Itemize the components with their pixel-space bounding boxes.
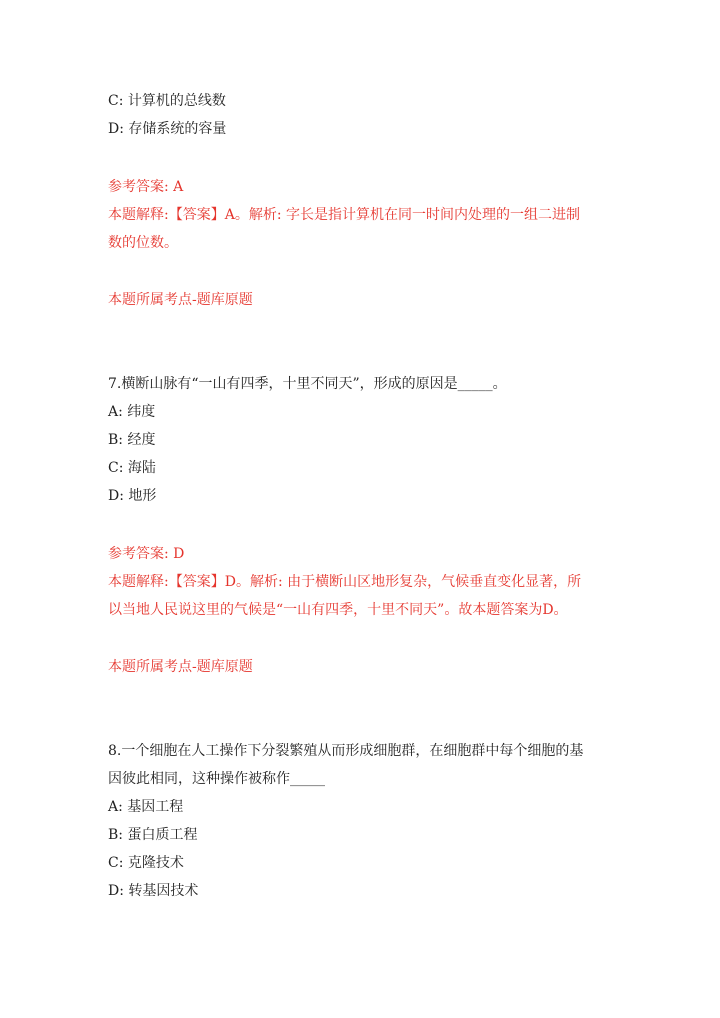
question-7-explanation-line-1: 本题解释:【答案】D。解析: 由于横断山区地形复杂，气候垂直变化显著，所 (108, 574, 582, 590)
question-8-option-b: B: 蛋白质工程 (108, 827, 198, 843)
reference-answer: 参考答案: A (108, 179, 184, 195)
question-7-option-d: D: 地形 (108, 488, 157, 504)
option-c: C: 计算机的总线数 (108, 93, 226, 109)
question-7-topic-label: 本题所属考点-题库原题 (108, 659, 253, 675)
question-8-stem-line-2: 因彼此相同，这种操作被称作_____ (108, 771, 325, 787)
explanation-line-2: 数的位数。 (108, 235, 178, 251)
option-d: D: 存储系统的容量 (108, 121, 227, 137)
question-7-option-b: B: 经度 (108, 432, 156, 448)
question-7-reference-answer: 参考答案: D (108, 546, 185, 562)
question-8-option-d: D: 转基因技术 (108, 883, 199, 899)
question-8-option-c: C: 克隆技术 (108, 855, 184, 871)
question-8-stem-line-1: 8.一个细胞在人工操作下分裂繁殖从而形成细胞群，在细胞群中每个细胞的基 (108, 743, 584, 759)
question-7-explanation-line-2: 以当地人民说这里的气候是“一山有四季，十里不同天”。故本题答案为D。 (108, 602, 568, 618)
question-7-stem: 7.横断山脉有“一山有四季，十里不同天”，形成的原因是_____。 (108, 376, 507, 392)
question-7-option-a: A: 纬度 (108, 404, 156, 420)
question-7-option-c: C: 海陆 (108, 460, 156, 476)
question-8-option-a: A: 基因工程 (108, 799, 184, 815)
topic-label: 本题所属考点-题库原题 (108, 292, 253, 308)
explanation-line-1: 本题解释:【答案】A。解析: 字长是指计算机在同一时间内处理的一组二进制 (108, 207, 580, 223)
